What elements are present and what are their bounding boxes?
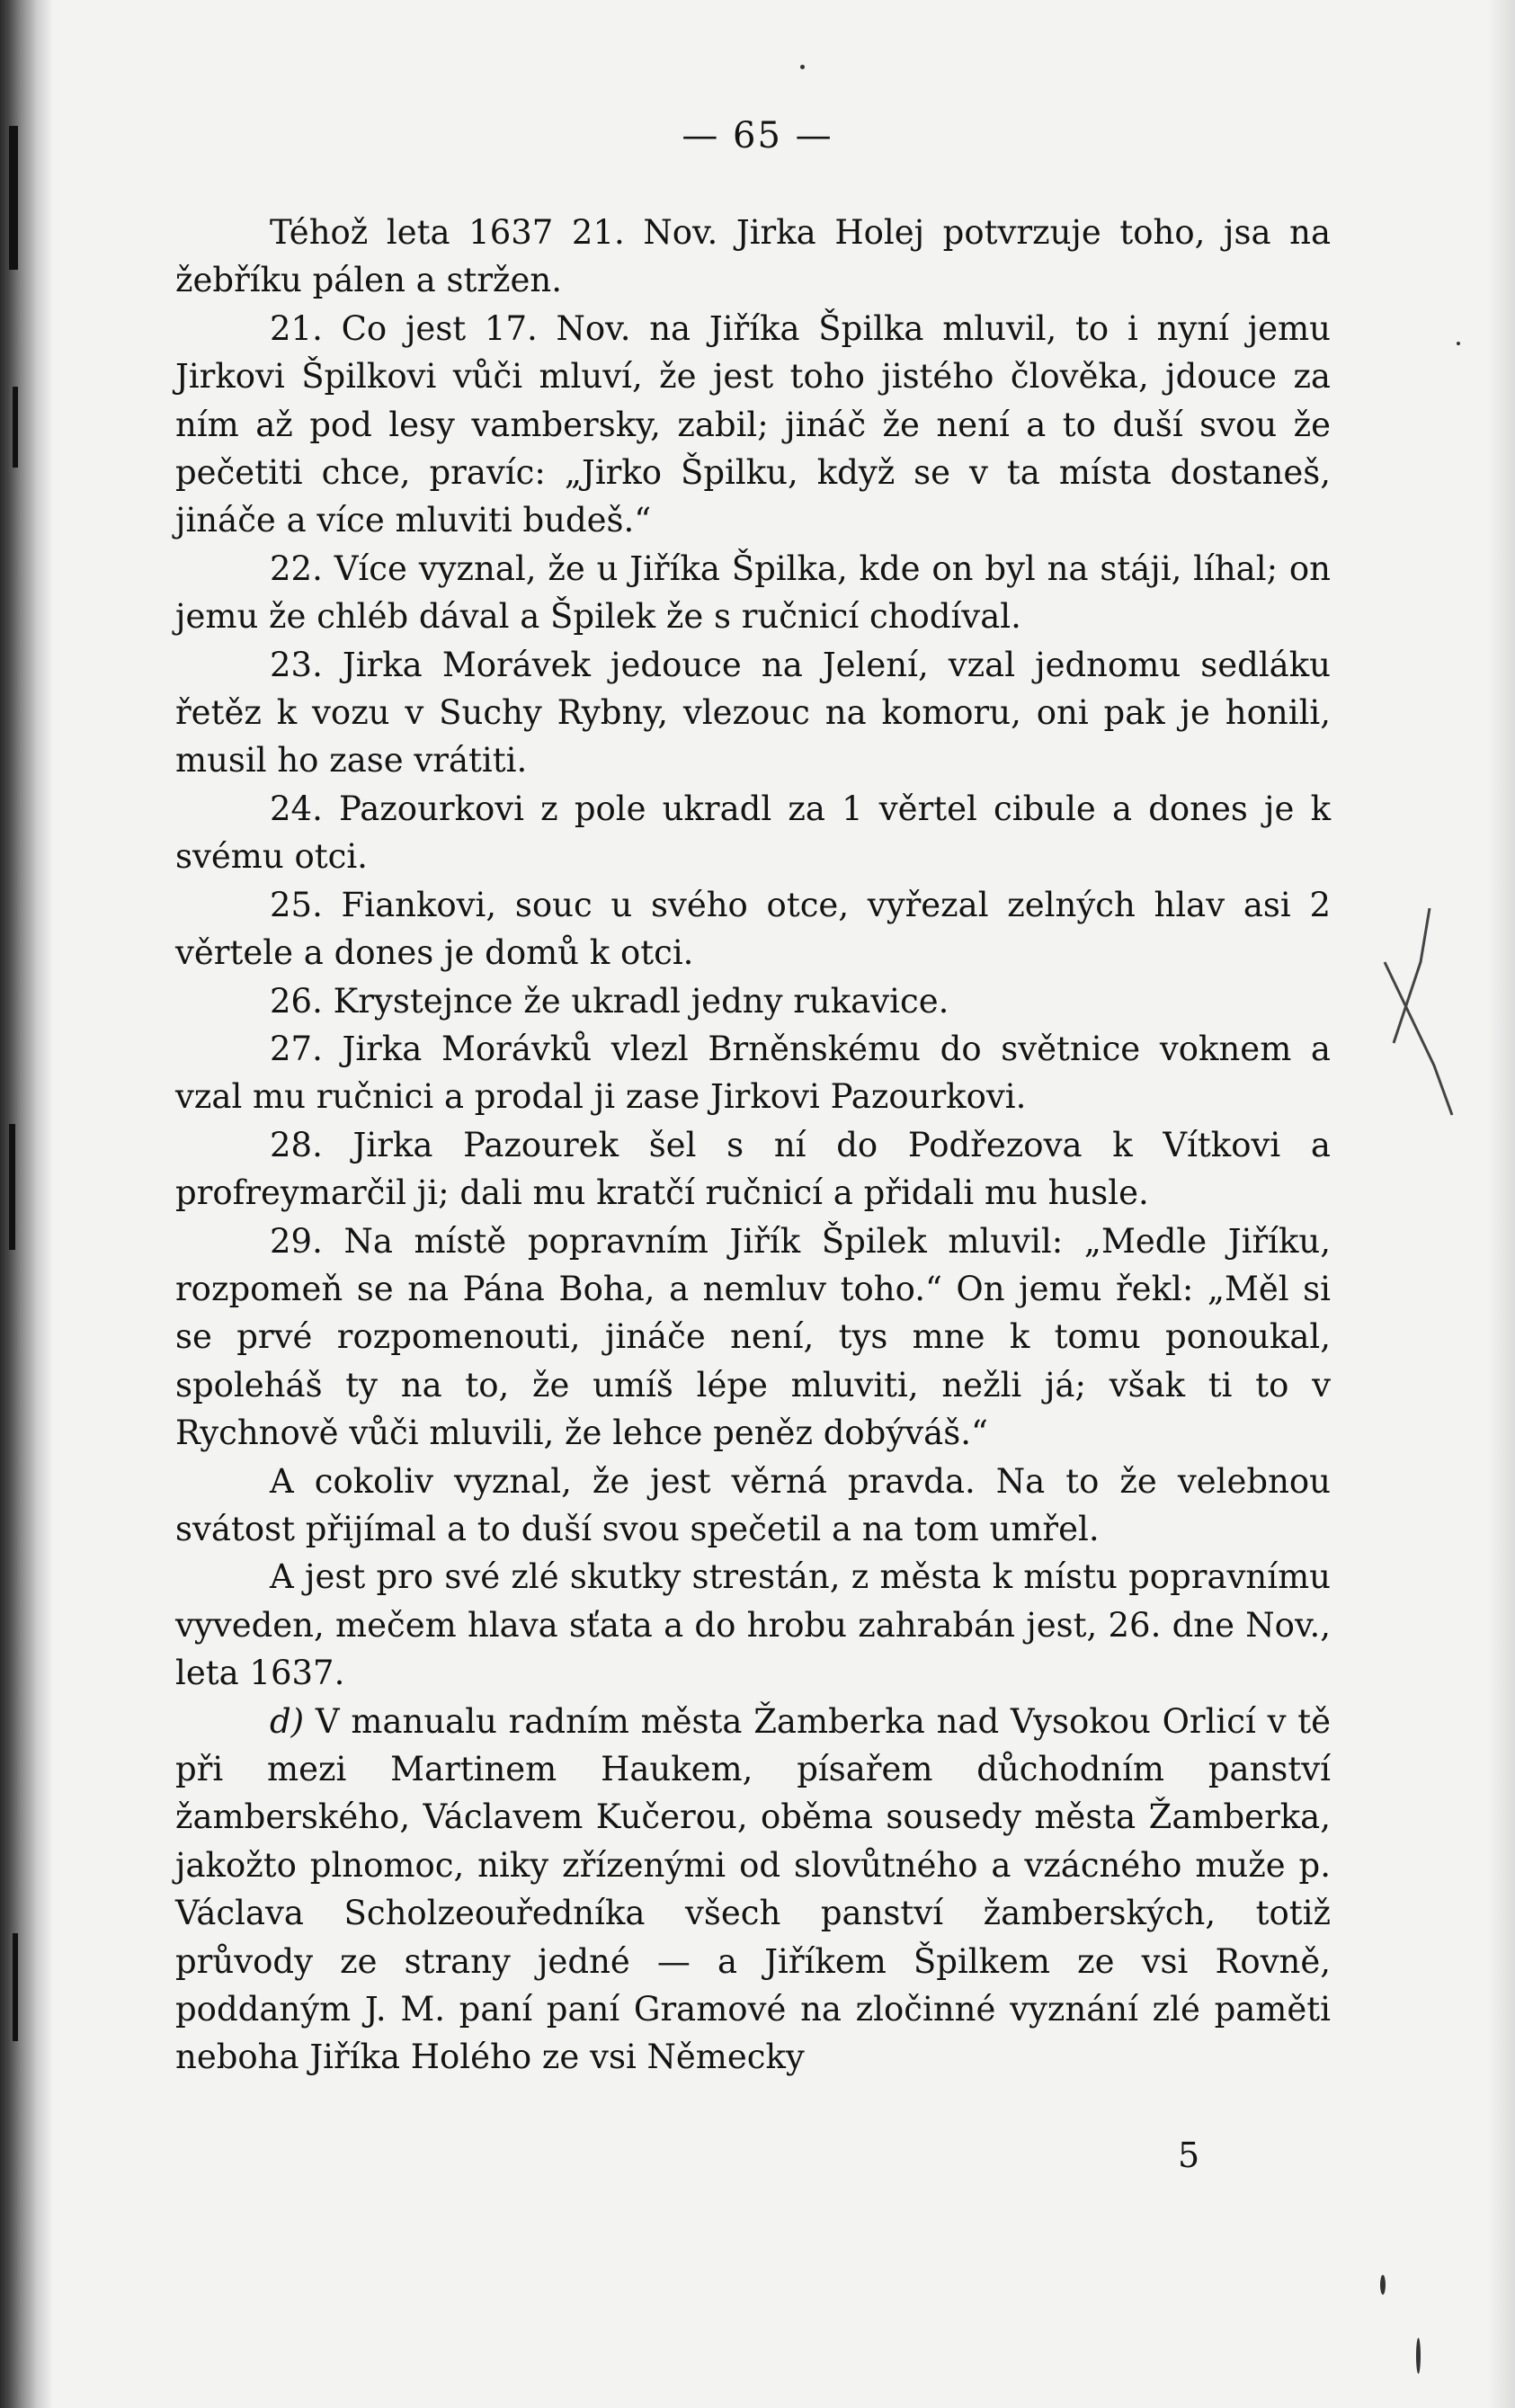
body-text xyxy=(175,209,1331,2082)
paragraph-d xyxy=(175,1698,1331,2082)
paper-speck xyxy=(1457,342,1460,345)
paragraph: 24. Pazourkovi z pole ukradl za 1 věrtel cibule a dones je k svému otci. xyxy=(175,789,1331,877)
paragraph: 27. Jirka Morávků vlezl Brněnskému do světnice voknem a vzal mu ručnici a prodal ji zase Jirkovi Pazourkovi. xyxy=(175,1029,1331,1117)
paragraph: 22. Více vyznal, že u Jiříka Špilka, kde on byl na stáji, líhal; on jemu že chléb dával a Špilek že s ručnicí chodíval. xyxy=(175,548,1331,637)
paper-speck xyxy=(1380,2275,1386,2295)
paragraph: 28. Jirka Pazourek šel s ní do Podřezova k Vítkovi a profreymarčil ji; dali mu kratčí ručnicí a přidali mu husle. xyxy=(175,1125,1331,1213)
paragraph: 21. Co jest 17. Nov. na Jiříka Špilka mluvil, to i nyní jemu Jirkovi Špilkovi vůči mluví, že jest toho jistého člověka, jdouce za ním až pod lesy vambersky, zabil; jináč že není a to duší svou že pečetiti chce, pravíc: „Jirko Špilku, když se v ta místa dostaneš, jináče a více mluviti budeš.“ xyxy=(175,308,1331,540)
paper-speck xyxy=(1416,2338,1421,2374)
paragraph: 25. Fiankovi, souc u svého otce, vyřezal zelných hlav asi 2 věrtele a dones je domů k otci. xyxy=(175,885,1331,973)
book-spine-shadow xyxy=(0,0,52,2408)
page-right-edge xyxy=(1488,0,1515,2408)
paragraph: 23. Jirka Morávek jedouce na Jelení, vzal jednomu sedláku řetěz k vozu v Suchy Rybny, vlezouc na komoru, oni pak je honili, musil ho zase vrátiti. xyxy=(175,645,1331,780)
margin-scrawl xyxy=(1367,908,1457,1178)
spine-stain xyxy=(13,1933,18,2041)
paragraph: Téhož leta 1637 21. Nov. Jirka Holej potvrzuje toho, jsa na žebříku pálen a stržen. xyxy=(175,213,1331,300)
paragraph: A jest pro své zlé skutky strestán, z města k místu popravnímu vyveden, mečem hlava sťata a do hrobu zahrabán jest, 26. dne Nov., leta 1637. xyxy=(175,1557,1331,1693)
spine-stain xyxy=(9,1124,15,1250)
page-number-header: — 65 — xyxy=(682,115,833,156)
paragraph: 29. Na místě popravním Jiřík Špilek mluvil: „Medle Jiříku, rozpomeň se na Pána Boha, a nemluv toho.“ On jemu řekl: „Měl si se prvé rozpomenouti, jináče není, tys mne k tomu ponoukal, spoleháš ty na to, že umíš lépe mluviti, nežli já; však ti to v Rychnově vůči mluvili, že lehce peněz dobýváš.“ xyxy=(175,1221,1331,1453)
spine-stain xyxy=(13,387,18,468)
paragraph: 26. Krystejnce že ukradl jedny rukavice. xyxy=(270,981,949,1021)
paragraph-text: V manualu radním města Žamberka nad Vysokou Orlicí v tě při mezi Martinem Haukem, písařem důchodním panství žamberského, Václavem Kučerou, oběma sousedy města Žamberka, jakožto plnomoc, niky zřízenými od slovůtného a vzácného muže p. Václava Scholzeouředníka všech panství žamberských, totiž průvody ze strany jedné — a Jiříkem Špilkem ze vsi Rovně, poddaným J. M. paní paní Gramové na zločinné vyznání zlé paměti neboha Jiříka Holého ze vsi Německy xyxy=(175,1701,1331,2077)
paragraph-label: d) xyxy=(270,1701,305,1741)
signature-mark: 5 xyxy=(1178,2136,1200,2175)
paper-speck xyxy=(800,65,805,69)
paragraph: A cokoliv vyznal, že jest věrná pravda. Na to že velebnou svátost přijímal a to duší svou spečetil a na tom umřel. xyxy=(175,1461,1331,1548)
